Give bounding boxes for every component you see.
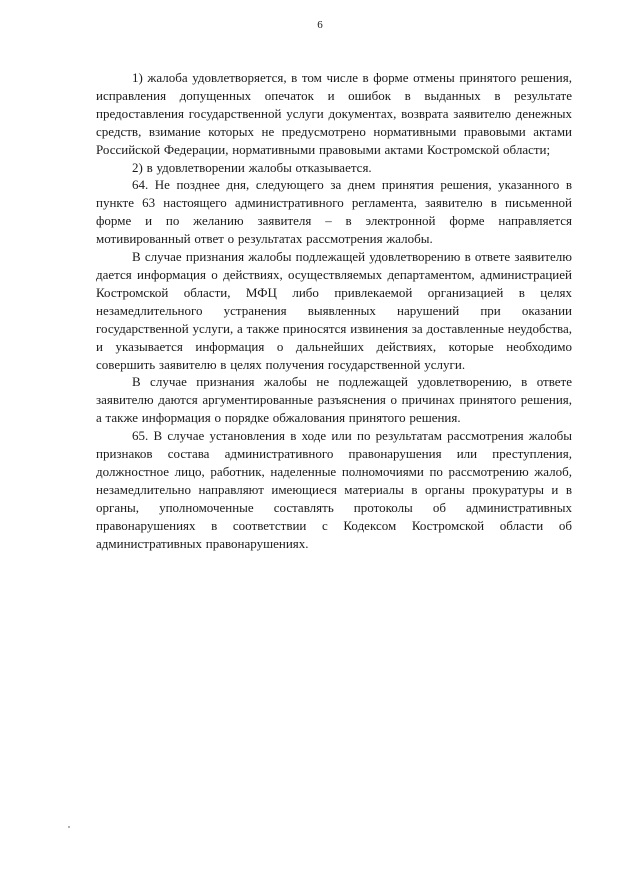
scan-speck	[68, 826, 70, 828]
paragraph-item-65: 65. В случае установления в ходе или по результатам рассмотрения жалобы признаков состава административного правонарушения или преступления, должностное лицо, работник, наделенные полномочиями по рассмотрению жалоб, незамедлительно направляют имеющиеся материалы в органы прокуратуры и в органы, уполномоченные составлять протоколы об административных правонарушениях в соответствии с Кодексом Костромской области об административных правонарушениях.	[96, 428, 572, 551]
paragraph-complaint-satisfied: В случае признания жалобы подлежащей удовлетворению в ответе заявителю дается информация о действиях, осуществляемых департаментом, администрацией Костромской области, МФЦ либо привлекаемой организацией в целях незамедлительного устранения выявленных нарушений при оказании государственной услуги, а также приносятся извинения за доставленные неудобства, и указывается информация о дальнейших действиях, которые необходимо совершить заявителю в целях получения государственной услуги.	[96, 249, 572, 372]
paragraph-item-64: 64. Не позднее дня, следующего за днем принятия решения, указанного в пункте 63 настоящего административного регламента, заявителю в письменной форме и по желанию заявителя – в электронной форме направляется мотивированный ответ о результатах рассмотрения жалобы.	[96, 177, 572, 247]
paragraph-complaint-not-satisfied: В случае признания жалобы не подлежащей удовлетворению, в ответе заявителю даются аргументированные разъяснения о причинах принятого решения, а также информация о порядке обжалования принятого решения.	[96, 374, 572, 426]
page-number: 6	[317, 19, 323, 31]
paragraph-decision-refused: 2) в удовлетворении жалобы отказывается.	[132, 159, 372, 175]
paragraph-decision-satisfied: 1) жалоба удовлетворяется, в том числе в форме отмены принятого решения, исправления допущенных опечаток и ошибок в выданных в результате предоставления государственной услуги документах, возврата заявителю денежных средств, взимание которых не предусмотрено нормативными правовыми актами Российской Федерации, нормативными правовыми актами Костромской области;	[96, 70, 572, 157]
document-body	[96, 69, 572, 552]
